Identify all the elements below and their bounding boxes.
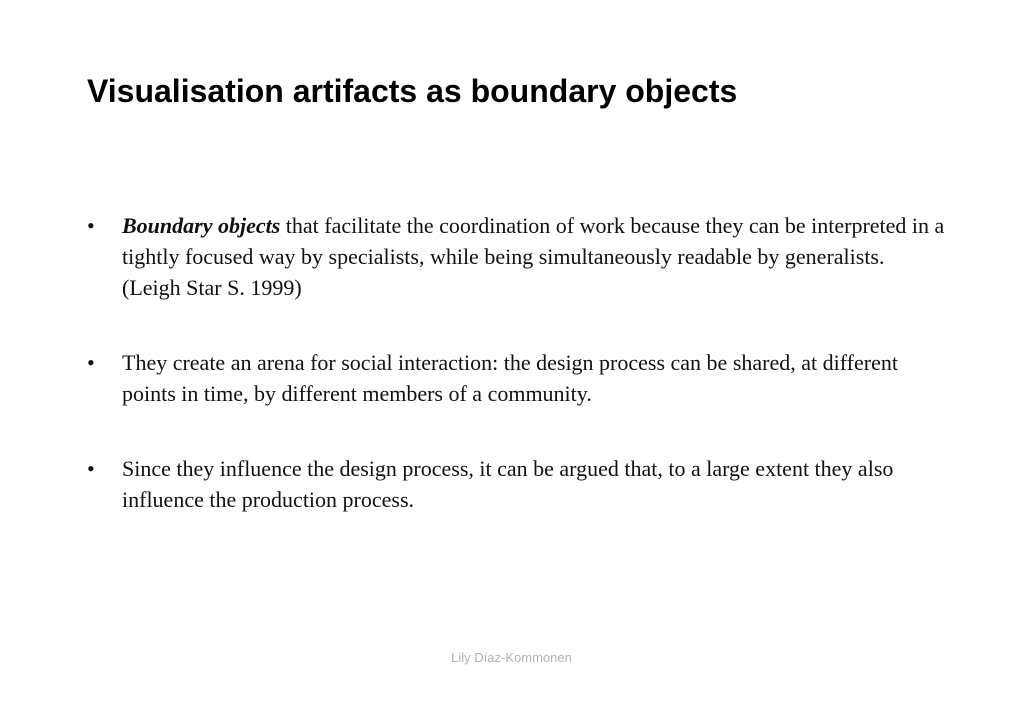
bullet-item (87, 347, 947, 409)
bullet-dot: • (87, 213, 95, 238)
bullet-list (87, 210, 947, 515)
bullet-text: Since they influence the design process, it can be argued that, to a large extent they also influence the production process. (122, 456, 894, 512)
bullet-item (87, 453, 947, 515)
slide-title: Visualisation artifacts as boundary objects (87, 73, 738, 109)
bullet-dot: • (87, 350, 95, 375)
bullet-dot: • (87, 456, 95, 481)
footer-author: Lily Díaz-Kommonen (451, 650, 572, 665)
bullet-item (87, 210, 947, 303)
bullet-text: that facilitate the coordination of work because they can be interpreted in a tightly focused way by specialists, while being simultaneously readable by generalists. (Leigh Star S. 1999) (122, 213, 945, 300)
bullet-lead-term: Boundary objects (122, 213, 281, 238)
bullet-text: They create an arena for social interaction: the design process can be shared, at different points in time, by different members of a community. (122, 350, 898, 406)
